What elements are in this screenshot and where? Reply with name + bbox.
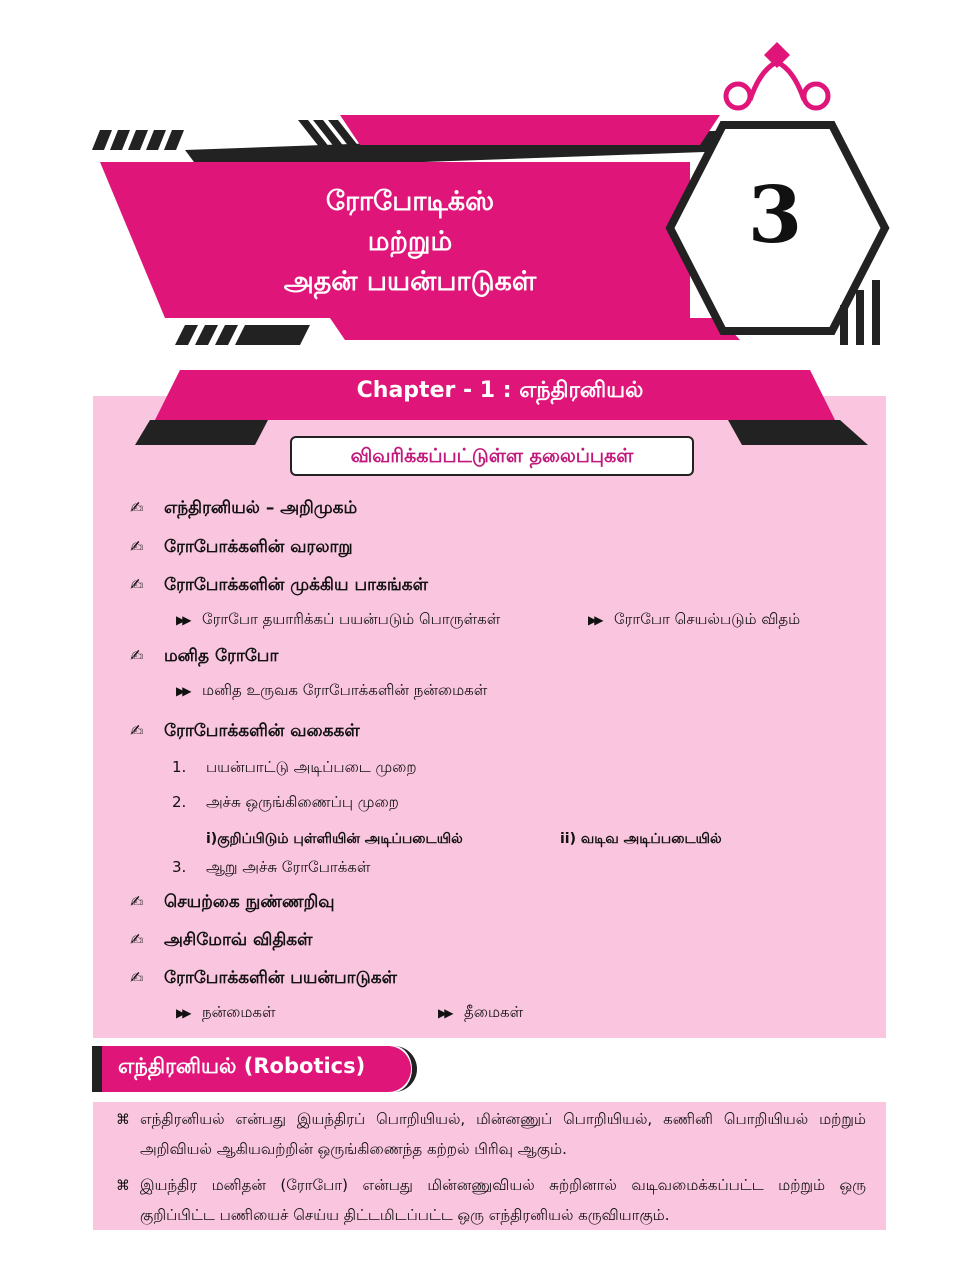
writing-hand-icon: ✍ — [130, 575, 144, 594]
writing-hand-icon: ✍ — [130, 930, 144, 949]
writing-hand-icon: ✍ — [130, 646, 144, 665]
subtopic-item: ▶▶ மனித உருவக ரோபோக்களின் நன்மைகள் — [176, 679, 487, 701]
subtopic-item: ▶▶ நன்மைகள் — [176, 1001, 276, 1023]
banner-pink-strip — [340, 115, 720, 145]
type-subitem: ii) வடிவ அடிப்படையில் — [560, 831, 722, 847]
topic-item: ✍ செயற்கை நுண்ணறிவு — [130, 889, 335, 915]
subtopic-item: ▶▶ ரோபோ தயாரிக்கப் பயன்படும் பொருள்கள் — [176, 608, 500, 630]
topic-item: ✍ ரோபோக்களின் வகைகள் — [130, 718, 360, 744]
subtopic-item: ▶▶ தீமைகள் — [438, 1001, 523, 1023]
topic-item: ✍ எந்திரனியல் – அறிமுகம் — [130, 495, 357, 521]
double-arrow-icon: ▶▶ — [176, 684, 189, 698]
double-arrow-icon: ▶▶ — [438, 1006, 451, 1020]
ornament-icon — [726, 62, 828, 108]
type-subitem: i)குறிப்பிடும் புள்ளியின் அடிப்படையில் — [206, 831, 463, 847]
chapter-number: 3 — [747, 170, 803, 261]
double-arrow-icon: ▶▶ — [176, 613, 189, 627]
topic-item: ✍ ரோபோக்களின் முக்கிய பாகங்கள் — [130, 572, 428, 598]
type-item: 3. ஆறு அச்சு ரோபோக்கள் — [172, 858, 371, 876]
topics-heading: விவரிக்கப்பட்டுள்ள தலைப்புகள் — [290, 436, 694, 476]
definition-paragraph: எந்திரனியல் என்பது இயந்திரப் பொறியியல், மின்னணுப் பொறியியல், கணினி பொறியியல் மற்றும் அறிவியல் ஆகியவற்றின் ஒருங்கிணைந்த கற்றல் பிரிவு ஆகும். — [140, 1110, 866, 1158]
topic-item: ✍ மனித ரோபோ — [130, 643, 278, 669]
type-item: 2. அச்சு ஒருங்கிணைப்பு முறை — [172, 793, 399, 811]
writing-hand-icon: ✍ — [130, 892, 144, 911]
banner-bottom-band — [330, 318, 740, 340]
topic-item: ✍ அசிமோவ் விதிகள் — [130, 927, 313, 953]
chapter-title-line-2: மற்றும் — [367, 226, 453, 257]
section-title: எந்திரனியல் (Robotics) — [118, 1054, 366, 1078]
type-item: 1. பயன்பாட்டு அடிப்படை முறை — [172, 758, 417, 776]
command-bullet-icon: ⌘ — [116, 1178, 130, 1194]
topic-item: ✍ ரோபோக்களின் வரலாறு — [130, 534, 353, 560]
chapter-title-line-3: அதன் பயன்பாடுகள் — [283, 266, 537, 297]
double-arrow-icon: ▶▶ — [176, 1006, 189, 1020]
topic-item: ✍ ரோபோக்களின் பயன்பாடுகள் — [130, 965, 397, 991]
writing-hand-icon: ✍ — [130, 498, 144, 517]
chapter-subtitle: Chapter - 1 : எந்திரனியல் — [356, 378, 644, 403]
writing-hand-icon: ✍ — [130, 721, 144, 740]
double-arrow-icon: ▶▶ — [588, 613, 601, 627]
subtopic-item: ▶▶ ரோபோ செயல்படும் விதம் — [588, 608, 800, 630]
decor-stripes-bottom — [175, 325, 310, 345]
ornament-diamond-icon — [764, 42, 790, 68]
command-bullet-icon: ⌘ — [116, 1112, 130, 1128]
chapter-title-line-1: ரோபோடிக்ஸ் — [325, 186, 495, 217]
writing-hand-icon: ✍ — [130, 968, 144, 987]
definition-paragraph: இயந்திர மனிதன் (ரோபோ) என்பது மின்னணுவியல் சுற்றினால் வடிவமைக்கப்பட்ட மற்றும் ஒரு குறிப்பிட்ட பணியைச் செய்ய திட்டமிடப்பட்ட ஒரு எந்திரனியல் கருவியாகும். — [140, 1176, 866, 1224]
writing-hand-icon: ✍ — [130, 537, 144, 556]
decor-stripes-left — [92, 130, 184, 150]
